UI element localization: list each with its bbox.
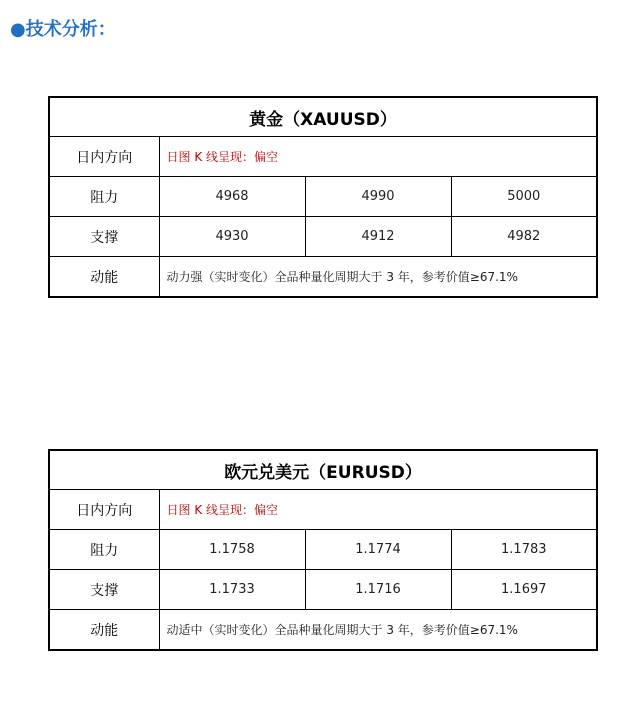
resistance-value-2: 1.1774 [305, 530, 451, 570]
direction-row [49, 490, 597, 530]
momentum-row [49, 610, 597, 651]
gold-analysis-table [48, 96, 598, 298]
support-value-2: 4912 [305, 217, 451, 257]
table-title-row [49, 97, 597, 137]
eurusd-analysis-table [48, 449, 598, 651]
table-title: 黄金（XAUUSD） [49, 97, 597, 137]
bullet-icon: ● [10, 19, 26, 40]
resistance-row [49, 177, 597, 217]
support-value-1: 1.1733 [159, 570, 305, 610]
direction-row [49, 137, 597, 177]
support-value-2: 1.1716 [305, 570, 451, 610]
resistance-row [49, 530, 597, 570]
support-label: 支撑 [49, 570, 159, 610]
resistance-value-2: 4990 [305, 177, 451, 217]
momentum-value: 动力强（实时变化）全品种量化周期大于 3 年，参考价值≥67.1% [159, 257, 597, 298]
support-value-1: 4930 [159, 217, 305, 257]
support-value-3: 1.1697 [451, 570, 597, 610]
resistance-value-1: 4968 [159, 177, 305, 217]
direction-value: 日图 K 线呈现：偏空 [159, 490, 597, 530]
resistance-label: 阻力 [49, 177, 159, 217]
direction-value: 日图 K 线呈现：偏空 [159, 137, 597, 177]
support-value-3: 4982 [451, 217, 597, 257]
direction-label: 日内方向 [49, 490, 159, 530]
momentum-row [49, 257, 597, 298]
support-label: 支撑 [49, 217, 159, 257]
direction-label: 日内方向 [49, 137, 159, 177]
resistance-value-1: 1.1758 [159, 530, 305, 570]
resistance-label: 阻力 [49, 530, 159, 570]
momentum-value: 动适中（实时变化）全品种量化周期大于 3 年，参考价值≥67.1% [159, 610, 597, 651]
section-heading [10, 19, 116, 41]
momentum-label: 动能 [49, 257, 159, 298]
table-title: 欧元兑美元（EURUSD） [49, 450, 597, 490]
table-title-row [49, 450, 597, 490]
support-row [49, 570, 597, 610]
section-heading-text: 技术分析： [25, 19, 116, 40]
resistance-value-3: 1.1783 [451, 530, 597, 570]
resistance-value-3: 5000 [451, 177, 597, 217]
support-row [49, 217, 597, 257]
momentum-label: 动能 [49, 610, 159, 651]
